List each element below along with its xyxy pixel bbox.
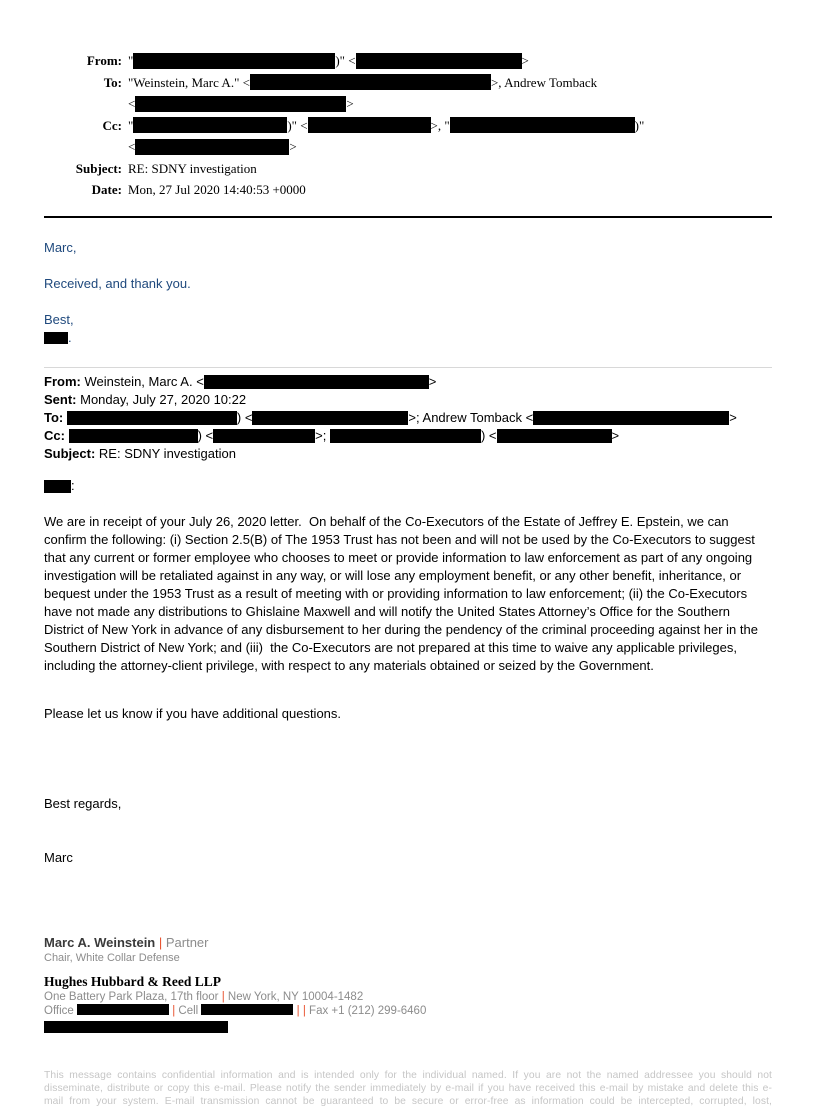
email-header bbox=[44, 50, 772, 201]
signature-block bbox=[44, 935, 772, 1033]
redaction-bar bbox=[497, 429, 612, 443]
redaction-bar bbox=[204, 375, 429, 389]
redaction-bar bbox=[69, 429, 198, 443]
reply-closing: Best, bbox=[44, 311, 74, 327]
quoted-greeting: : bbox=[44, 477, 772, 495]
from-value: " )" < > bbox=[128, 53, 529, 68]
redaction-bar bbox=[135, 139, 289, 155]
redaction-bar bbox=[133, 53, 335, 69]
header-row-from bbox=[44, 50, 772, 72]
redaction-bar bbox=[67, 411, 237, 425]
disclaimer-line-1: This message contains confidential information and is intended only for the individual named. If you are not the named addressee you should not bbox=[44, 1069, 772, 1081]
redaction-bar bbox=[450, 117, 635, 133]
redaction-bar bbox=[44, 480, 71, 493]
reply-body bbox=[44, 239, 772, 347]
redaction-bar bbox=[308, 117, 431, 133]
from-label: From: bbox=[86, 53, 122, 68]
redaction-bar bbox=[44, 1021, 228, 1033]
cc-label: Cc: bbox=[102, 117, 122, 133]
date-label: Date: bbox=[91, 182, 122, 197]
disclaimer-line-3: mail from your system. E-mail transmission cannot be guaranteed to be secure or error-free as information could be intercepted, corrupted, lost, bbox=[44, 1095, 772, 1107]
redaction-bar bbox=[252, 411, 408, 425]
signature-name-line: Marc A. Weinstein | Partner bbox=[44, 934, 209, 950]
redaction-bar bbox=[330, 429, 481, 443]
to-value: "Weinstein, Marc A." < >, Andrew Tomback < > bbox=[128, 74, 598, 111]
redaction-bar bbox=[133, 117, 287, 133]
date-value: Mon, 27 Jul 2020 14:40:53 +0000 bbox=[128, 182, 306, 197]
footer-disclaimer bbox=[44, 1069, 772, 1108]
header-row-subject bbox=[44, 158, 772, 180]
redaction-bar bbox=[201, 1004, 293, 1015]
redaction-bar bbox=[135, 96, 346, 112]
reply-greeting: Marc, bbox=[44, 239, 77, 255]
body-paragraph-main: We are in receipt of your July 26, 2020 letter. On behalf of the Co-Executors of the Estate of Jeffrey E. Epstein, we can confirm the following: (i) Section 2.5(B) of The 1953 Trust has not been and will not be used by the Co-Executors to suggest that any current or former employee who chooses to meet or provide information to law enforcement as part of any ongoing investigation will be retaliated against in any way, or will lose any employment benefit, or any other benefit, inheritance, or bequest under the 1953 Trust as a result of meeting with or providing information to law enforcement; (ii) the Co-Executors have not made any distributions to Ghislaine Maxwell and will notify the United States Attorney’s Office for the Southern District of New York in advance of any disbursement to her during the pendency of the criminal proceeding against her in the Southern District of New York; and (iii) the Co-Executors are not prepared at this time to waive any applicable privileges, including the attorney-client privilege, with respect to any materials obtained or seized by the Government. bbox=[44, 513, 762, 673]
header-row-date bbox=[44, 179, 772, 201]
signature-role: Chair, White Collar Defense bbox=[44, 951, 180, 964]
closing-line-1: Best regards, bbox=[44, 795, 122, 811]
header-divider bbox=[44, 216, 772, 218]
subject-value: RE: SDNY investigation bbox=[128, 160, 257, 176]
signature-address: One Battery Park Plaza, 17th floor | New York, NY 10004-1482 bbox=[44, 990, 364, 1003]
reply-text: Received, and thank you. bbox=[44, 275, 191, 291]
redaction-bar bbox=[356, 53, 522, 69]
header-row-to bbox=[44, 72, 772, 115]
reply-signoff: . bbox=[44, 329, 772, 347]
body-paragraph-questions: Please let us know if you have additional questions. bbox=[44, 705, 342, 721]
redaction-bar bbox=[213, 429, 315, 443]
to-label: To: bbox=[103, 74, 122, 90]
quoted-row-cc: Cc: ) < >; ) < > bbox=[44, 427, 620, 443]
subject-label: Subject: bbox=[75, 160, 122, 176]
quoted-divider bbox=[44, 367, 772, 368]
quoted-row-to: To: ) < >; Andrew Tomback < > bbox=[44, 409, 737, 425]
closing-line-2: Marc bbox=[44, 849, 73, 865]
quoted-row-from: From: Weinstein, Marc A. < > bbox=[44, 373, 437, 389]
header-row-cc bbox=[44, 115, 772, 158]
signature-redacted-line bbox=[44, 1021, 772, 1033]
signature-firm: Hughes Hubbard & Reed LLP bbox=[44, 973, 222, 989]
signature-phones: Office | Cell | | Fax +1 (212) 299-6460 bbox=[44, 1004, 427, 1017]
redaction-bar bbox=[44, 332, 68, 344]
body-closing bbox=[44, 759, 772, 885]
cc-value: " )" < >, " )" < > bbox=[128, 117, 645, 154]
quoted-row-sent: Sent: Monday, July 27, 2020 10:22 bbox=[44, 391, 247, 407]
quoted-row-subject: Subject: RE: SDNY investigation bbox=[44, 445, 236, 461]
redaction-bar bbox=[533, 411, 729, 425]
redaction-bar bbox=[250, 74, 491, 90]
quoted-header bbox=[44, 373, 772, 463]
disclaimer-line-2: disseminate, distribute or copy this e-mail. Please notify the sender immediately by e-mail if you have received this e-mail by mistake and delete this e- bbox=[44, 1082, 772, 1094]
redaction-bar bbox=[77, 1004, 169, 1015]
